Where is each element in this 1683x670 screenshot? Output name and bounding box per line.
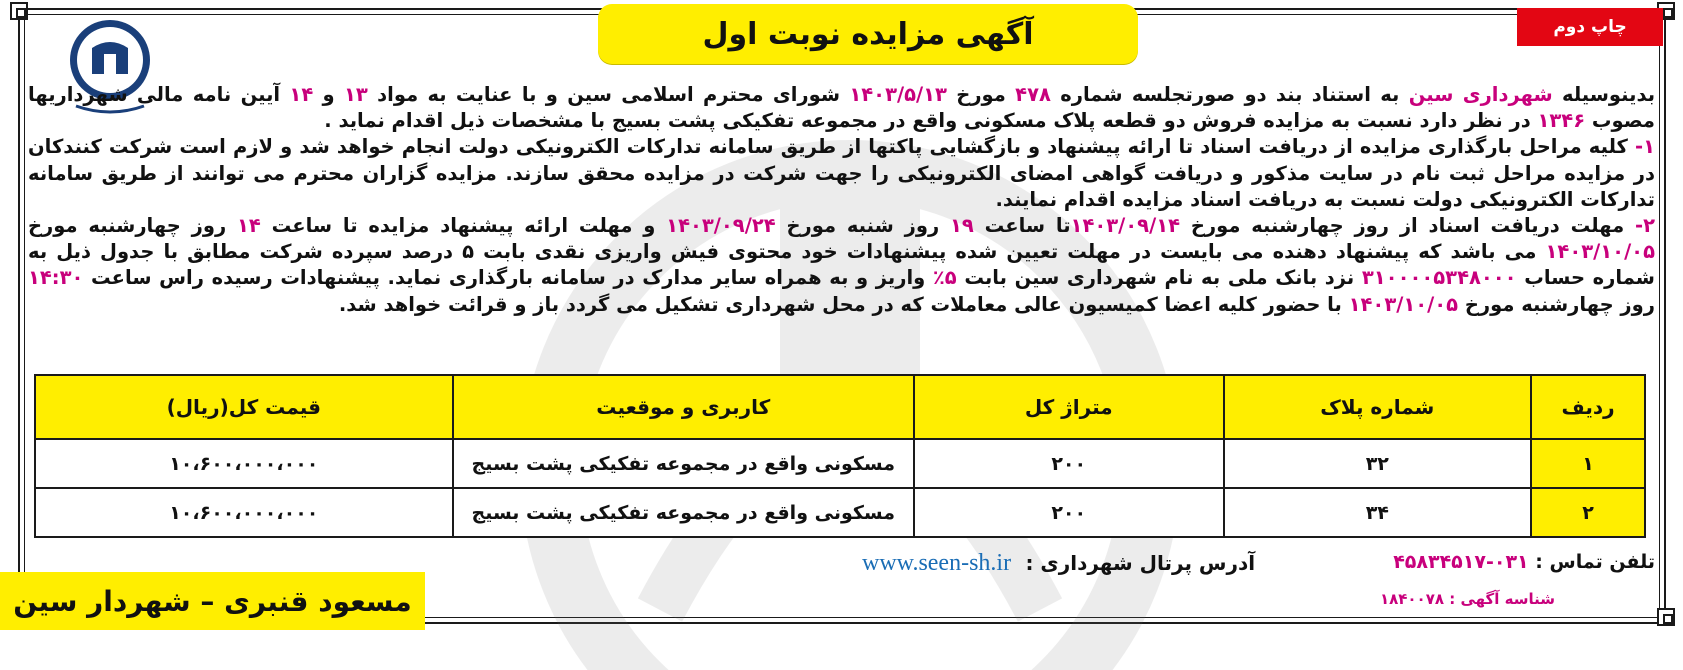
contact-phone: [1393, 551, 1655, 573]
highlight-text: ۳۱۰۰۰۰۵۳۴۸۰۰۰: [1361, 266, 1517, 290]
highlight-text: ۱۴۰۳/۰۹/۲۴: [666, 214, 776, 238]
portal-label: آدرس پرتال شهرداری :: [1025, 551, 1256, 575]
body-text-segment: با حضور کلیه اعضا کمیسیون عالی معاملات که در محل شهرداری تشکیل می گردد باز و قرائت خواهد شد.: [338, 292, 1349, 316]
highlight-text: ۱۴: [289, 83, 314, 106]
highlight-text: ۱۹: [949, 214, 974, 238]
body-text-segment: به استناد بند دو صورتجلسه شماره: [1050, 83, 1409, 106]
body-text-segment: مهلت دریافت اسناد از روز چهارشنبه مورخ: [1180, 214, 1635, 238]
highlight-text: ۵٪: [932, 266, 957, 290]
body-text-segment: و مهلت ارائه پیشنهاد مزایده تا ساعت: [260, 214, 667, 238]
cell-row-number: ۲: [1531, 488, 1645, 537]
body-text-segment: روز شنبه مورخ: [775, 214, 950, 238]
plots-table: [34, 374, 1646, 538]
highlight-text: ۱۴: [237, 214, 261, 238]
portal-link[interactable]: www.seen-sh.ir: [862, 550, 1012, 576]
highlight-text: ۱۴۰۳/۰۹/۱۴: [1070, 214, 1181, 238]
frame-corner-ornament: [1657, 608, 1675, 626]
highlight-text: ۲-: [1635, 214, 1655, 238]
highlight-text: ۱۳: [344, 83, 368, 106]
table-row: [35, 488, 1645, 537]
phone-label: تلفن تماس :: [1528, 551, 1655, 573]
ad-id-label: شناسه آگهی :: [1444, 590, 1555, 608]
highlight-text: ۱۳۴۶: [1537, 109, 1586, 133]
highlight-text: ۱۴۰۳/۱۰/۰۵: [1348, 292, 1459, 316]
cell-row-number: ۱: [1531, 439, 1645, 488]
cell-total-area: ۲۰۰: [914, 439, 1224, 488]
clause-1-paragraph: [28, 134, 1655, 213]
col-header-total-area: متراژ کل: [914, 375, 1224, 439]
signature-banner: [0, 572, 425, 630]
body-text-segment: کلیه مراحل بارگذاری مزایده از دریافت اسناد تا ارائه پیشنهاد و بازگشایی پاکتها از طریق سامانه تدارکات الکترونیکی دولت انجام خواهد شد و لازم است شرکت کنندکان در مزایده مراحل ثبت نام در سایت مذکور و دریافت گواهی امضای الکترونیکی را جهت شرکت در مزایده محقق سازند. مزایده گزاران محترم می توانند از طریق سامانه تدارکات الکترونیکی دولت نسبت به دریافت اسناد مزایده اقدام نمایند.: [28, 135, 1655, 211]
ad-identifier: [1380, 590, 1555, 608]
body-text-segment: نزد بانک ملی به نام شهرداری سین بابت: [956, 266, 1362, 290]
highlight-text: ۴۷۸: [1015, 83, 1051, 106]
print-edition-label: چاپ دوم: [1553, 17, 1627, 37]
highlight-text: ۱۴:۳۰: [28, 266, 84, 290]
cell-total-price: ۱۰،۶۰۰،۰۰۰،۰۰۰: [35, 488, 453, 537]
print-edition-badge: [1517, 8, 1663, 46]
cell-usage-location: مسکونی واقع در مجموعه تفکیکی پشت بسیج: [453, 439, 914, 488]
cell-plot-number: ۳۴: [1224, 488, 1532, 537]
table-row: [35, 439, 1645, 488]
body-text-segment: مورخ: [946, 83, 1016, 106]
col-header-plot-number: شماره پلاک: [1224, 375, 1532, 439]
body-text-segment: تا ساعت: [973, 214, 1071, 238]
col-header-total-price: قیمت کل(ریال): [35, 375, 453, 439]
highlight-text: ۱-: [1635, 135, 1655, 159]
ad-body: [28, 82, 1655, 318]
frame-corner-ornament: [10, 2, 28, 20]
mayor-signature: مسعود قنبری – شهردار سین: [13, 584, 412, 618]
cell-plot-number: ۳۲: [1224, 439, 1532, 488]
ad-title-banner: [598, 4, 1138, 64]
highlight-text: شهرداری سین: [1408, 83, 1553, 106]
cell-usage-location: مسکونی واقع در مجموعه تفکیکی پشت بسیج: [453, 488, 914, 537]
highlight-text: ۱۴۰۳/۵/۱۳: [849, 83, 947, 106]
body-text-segment: در نظر دارد نسبت به مزایده فروش دو قطعه پلاک مسکونی واقع در مجموعه تفکیکی پشت بسیج با مشخصات ذیل اقدام نماید .: [324, 109, 1538, 133]
body-text-segment: آیین نامه مالی شهرداریها مصوب: [28, 83, 1655, 133]
clause-2-paragraph: [28, 213, 1655, 318]
intro-paragraph: [28, 82, 1655, 134]
phone-number: ۰۳۱-۴۵۸۳۴۵۱۷: [1393, 551, 1529, 573]
body-text-segment: و: [313, 83, 345, 106]
cell-total-price: ۱۰،۶۰۰،۰۰۰،۰۰۰: [35, 439, 453, 488]
col-header-row-number: ردیف: [1531, 375, 1645, 439]
body-text-segment: روز چهارشنبه مورخ: [1458, 292, 1655, 316]
body-text-segment: روز چهارشنبه مورخ: [28, 214, 238, 238]
body-text-segment: بدینوسیله: [1552, 83, 1656, 106]
body-text-segment: می باشد که پیشنهاد دهنده می بایست در مهلت تعیین شده پیشنهادات خود محتوی فیش واریزی نقدی بابت ۵ درصد سپرده شرکت مطابق با جدول ذیل به شماره حساب: [28, 240, 1655, 290]
portal-address: [862, 550, 1282, 577]
body-text-segment: واریز و به همراه سایر مدارک در سامانه بارگذاری نماید. پیشنهادات رسیده راس ساعت: [83, 266, 933, 290]
table-header-row: [35, 375, 1645, 439]
col-header-usage-location: کاربری و موقعیت: [453, 375, 914, 439]
cell-total-area: ۲۰۰: [914, 488, 1224, 537]
body-text-segment: شورای محترم اسلامی سین و با عنایت به مواد: [367, 83, 850, 106]
highlight-text: ۱۴۰۳/۱۰/۰۵: [1545, 240, 1655, 264]
ad-id-value: ۱۸۴۰۰۷۸: [1379, 590, 1445, 608]
ad-title: آگهی مزایده نوبت اول: [702, 16, 1034, 52]
